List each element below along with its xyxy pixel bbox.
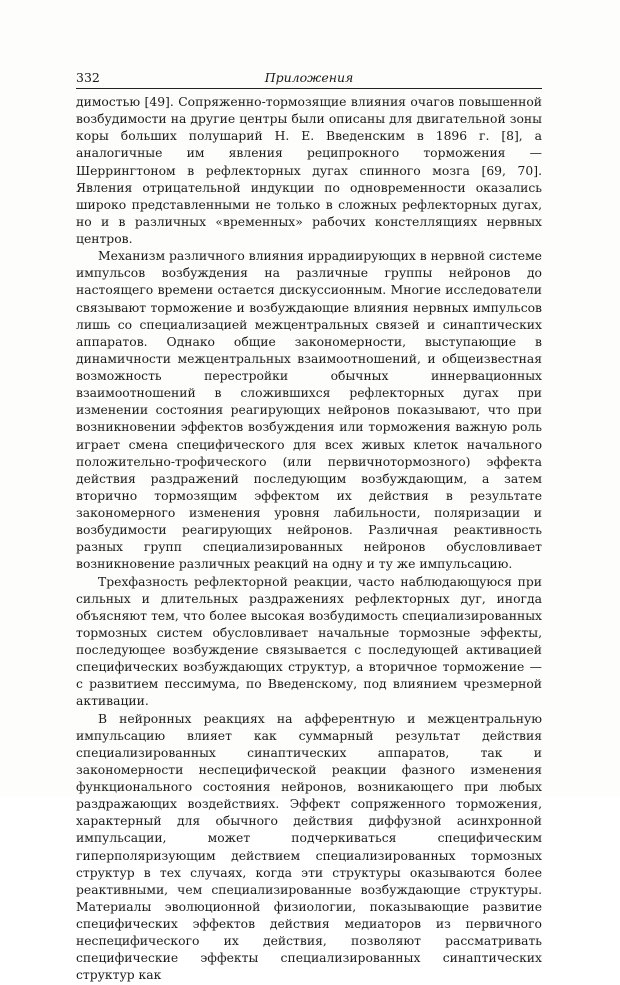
header-rule <box>76 88 542 89</box>
page-header <box>76 70 542 90</box>
paragraph-continuation: димостью [49]. Сопряженно-тормозящие влияния очагов повышенной возбудимости на другие центры были описаны для двигательной зоны коры больших полушарий Н. Е. Введенским в 1896 г. [8], а аналогичные им явления реципрокного торможения — Шеррингтоном в рефлекторных дугах спинного мозга [69, 70]. Явления отрицательной индукции по одновременности оказались широко представленными не только в сложных рефлекторных дугах, но и в различных «временных» рабочих констеллящиях нервных центров. <box>76 95 542 246</box>
paragraph: В нейронных реакциях на афферентную и межцентральную импульсацию влияет как суммарный результат действия специализированных синаптических аппаратов, так и закономерности неспецифической реакции фазного изменения функционального состояния нейронов, возникающего при любых раздражающих воздействиях. Эффект сопряженного торможения, характерный для обычного действия диффузной асинхронной импульсации, может подчеркиваться специфическим гиперполяризующим действием специализированных тормозных структур в тех случаях, когда эти структуры оказываются более реактивными, чем специализированные возбуждающие структуры. Материалы эволюционной физиологии, показывающие развитие специфических эффектов действия медиаторов из первичного неспецифического их действия, позволяют рассматривать специфические эффекты специализированных синаптических структур как <box>76 711 542 983</box>
page-number: 332 <box>76 70 100 85</box>
body-text <box>76 94 542 985</box>
running-title: Приложения <box>264 70 354 85</box>
paragraph: Трехфазность рефлекторной реакции, часто наблюдающуюся при сильных и длительных раздражениях рефлекторных дуг, иногда объясняют тем, что более высокая возбудимость специализированных тормозных систем обусловливает начальные тормозные эффекты, последующее возбуждение связывается с последующей активацией специфических возбуждающих структур, а вторичное торможение — с развитием пессимума, по Введенскому, под влиянием чрезмерной активации. <box>76 574 542 709</box>
paragraph: Механизм различного влияния иррадиирующих в нервной системе импульсов возбуждения на различные группы нейронов до настоящего времени остается дискуссионным. Многие исследователи связывают торможение и возбуждающие влияния нервных импульсов лишь со специализацией межцентральных связей и синаптических аппаратов. Однако общие закономерности, выступающие в динамичности межцентральных взаимоотношений, и общеизвестная возможность перестройки обычных иннервационных взаимоотношений в сложившихся рефлекторных дугах при изменении состояния реагирующих нейронов показывают, что при возникновении эффектов возбуждения или торможения важную роль играет смена специфического для всех живых клеток начального положительно-трофического (или первичнотормозного) эффекта действия раздражений последующим возбуждающим, а затем вторично тормозящим эффектом их действия в результате закономерного изменения уровня лабильности, поляризации и возбудимости реагирующих нейронов. Различная реактивность разных групп специализированных нейронов обусловливает возникновение различных реакций на одну и ту же импульсацию. <box>76 249 542 572</box>
